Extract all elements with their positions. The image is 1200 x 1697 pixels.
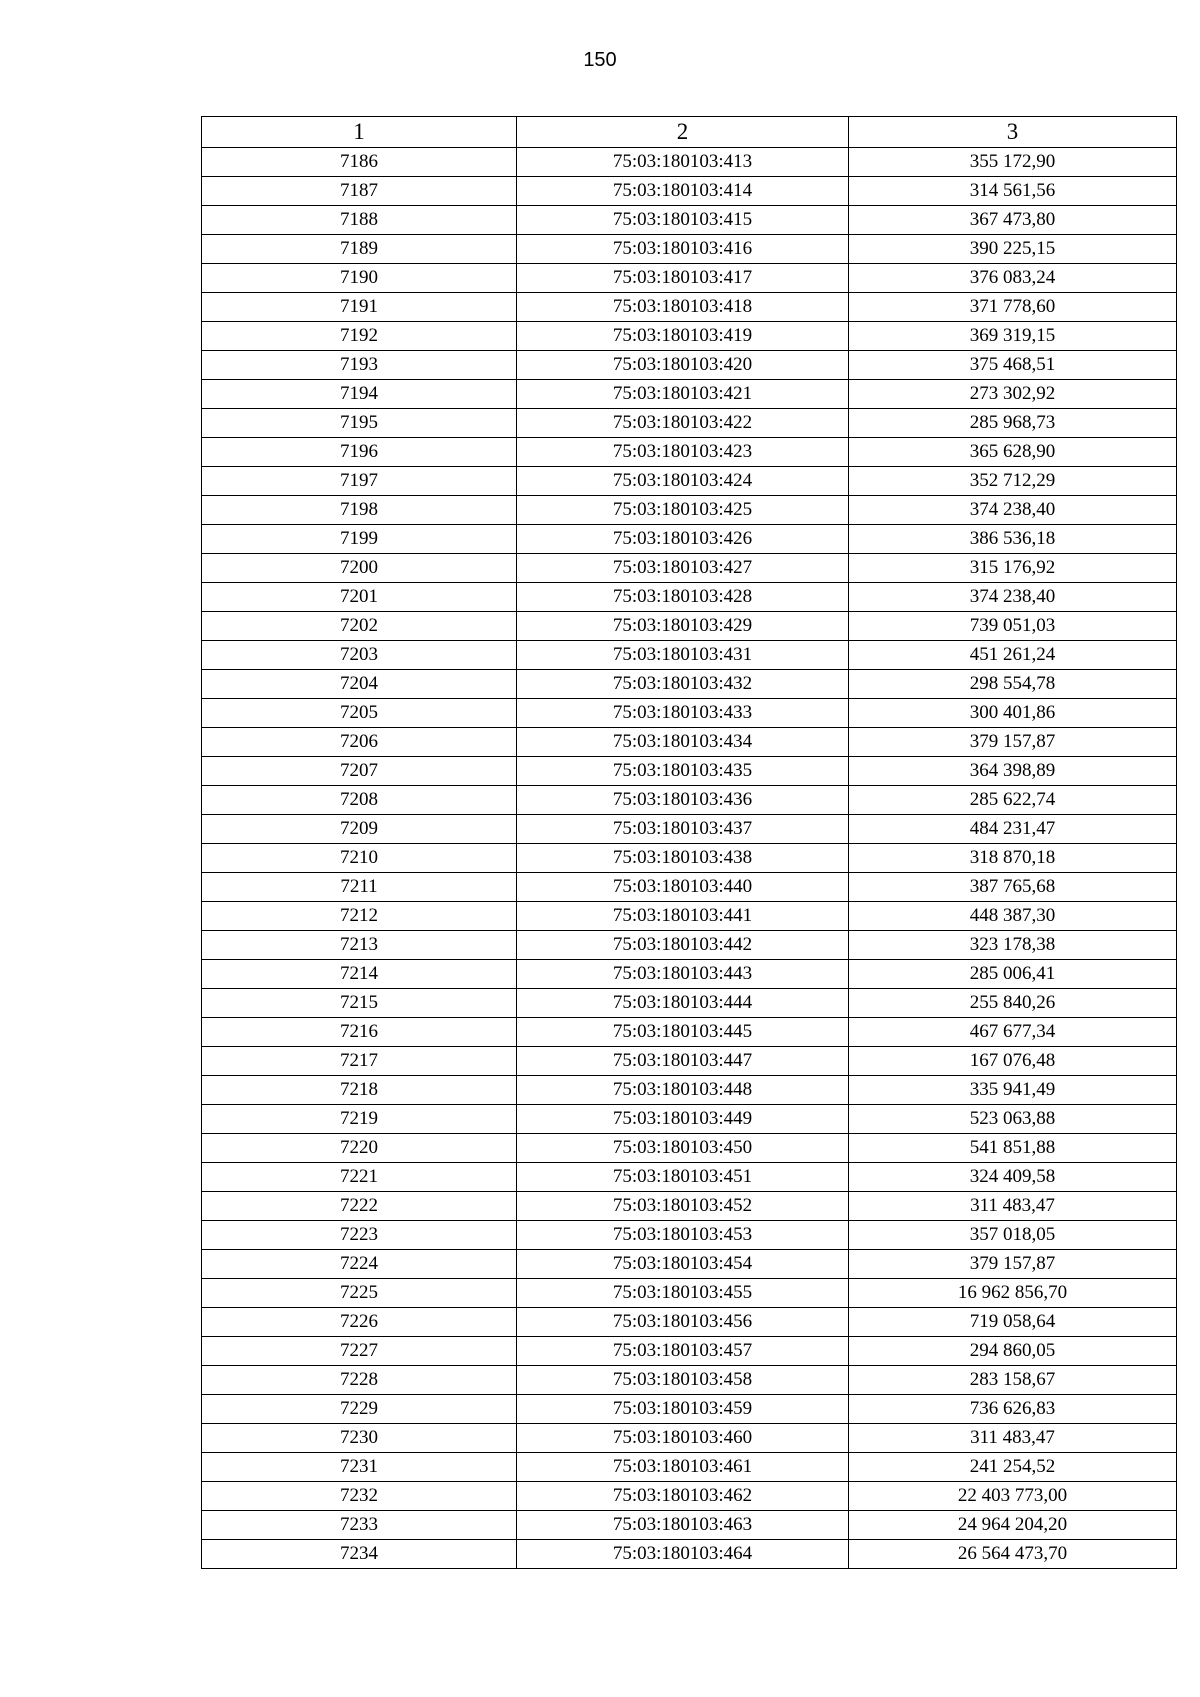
cadastral-number-cell: 75:03:180103:435 — [517, 757, 849, 786]
value-cell: 376 083,24 — [849, 264, 1177, 293]
value-cell: 364 398,89 — [849, 757, 1177, 786]
table-row — [202, 960, 1177, 989]
cadastral-number-cell: 75:03:180103:454 — [517, 1250, 849, 1279]
cadastral-number-cell: 75:03:180103:451 — [517, 1163, 849, 1192]
table-row — [202, 1366, 1177, 1395]
cadastral-number-cell: 75:03:180103:417 — [517, 264, 849, 293]
cadastral-number-cell: 75:03:180103:458 — [517, 1366, 849, 1395]
row-number-cell: 7224 — [202, 1250, 517, 1279]
row-number-cell: 7207 — [202, 757, 517, 786]
value-cell: 315 176,92 — [849, 554, 1177, 583]
table-row — [202, 148, 1177, 177]
table-row — [202, 612, 1177, 641]
value-cell: 318 870,18 — [849, 844, 1177, 873]
cadastral-number-cell: 75:03:180103:462 — [517, 1482, 849, 1511]
row-number-cell: 7205 — [202, 699, 517, 728]
row-number-cell: 7200 — [202, 554, 517, 583]
row-number-cell: 7195 — [202, 409, 517, 438]
row-number-cell: 7230 — [202, 1424, 517, 1453]
row-number-cell: 7209 — [202, 815, 517, 844]
cadastral-number-cell: 75:03:180103:441 — [517, 902, 849, 931]
table-row — [202, 1192, 1177, 1221]
cadastral-number-cell: 75:03:180103:413 — [517, 148, 849, 177]
value-cell: 285 006,41 — [849, 960, 1177, 989]
table-row — [202, 264, 1177, 293]
cadastral-number-cell: 75:03:180103:431 — [517, 641, 849, 670]
table-row — [202, 873, 1177, 902]
cadastral-number-cell: 75:03:180103:414 — [517, 177, 849, 206]
cadastral-number-cell: 75:03:180103:447 — [517, 1047, 849, 1076]
table-row — [202, 1250, 1177, 1279]
cadastral-number-cell: 75:03:180103:422 — [517, 409, 849, 438]
table-row — [202, 322, 1177, 351]
row-number-cell: 7231 — [202, 1453, 517, 1482]
table-row — [202, 815, 1177, 844]
table-row — [202, 670, 1177, 699]
value-cell: 719 058,64 — [849, 1308, 1177, 1337]
cadastral-number-cell: 75:03:180103:456 — [517, 1308, 849, 1337]
table-row — [202, 1511, 1177, 1540]
cadastral-number-cell: 75:03:180103:416 — [517, 235, 849, 264]
table-row — [202, 844, 1177, 873]
value-cell: 739 051,03 — [849, 612, 1177, 641]
value-cell: 448 387,30 — [849, 902, 1177, 931]
row-number-cell: 7221 — [202, 1163, 517, 1192]
row-number-cell: 7222 — [202, 1192, 517, 1221]
value-cell: 285 622,74 — [849, 786, 1177, 815]
value-cell: 357 018,05 — [849, 1221, 1177, 1250]
table-row — [202, 989, 1177, 1018]
table-row — [202, 1308, 1177, 1337]
cadastral-number-cell: 75:03:180103:421 — [517, 380, 849, 409]
cadastral-number-cell: 75:03:180103:457 — [517, 1337, 849, 1366]
table-row — [202, 583, 1177, 612]
row-number-cell: 7213 — [202, 931, 517, 960]
row-number-cell: 7189 — [202, 235, 517, 264]
table-row — [202, 467, 1177, 496]
row-number-cell: 7228 — [202, 1366, 517, 1395]
cadastral-number-cell: 75:03:180103:427 — [517, 554, 849, 583]
table-row — [202, 1076, 1177, 1105]
table-row — [202, 786, 1177, 815]
value-cell: 379 157,87 — [849, 1250, 1177, 1279]
row-number-cell: 7226 — [202, 1308, 517, 1337]
row-number-cell: 7234 — [202, 1540, 517, 1569]
cadastral-number-cell: 75:03:180103:429 — [517, 612, 849, 641]
table-row — [202, 699, 1177, 728]
value-cell: 300 401,86 — [849, 699, 1177, 728]
row-number-cell: 7186 — [202, 148, 517, 177]
cadastral-number-cell: 75:03:180103:443 — [517, 960, 849, 989]
row-number-cell: 7233 — [202, 1511, 517, 1540]
value-cell: 484 231,47 — [849, 815, 1177, 844]
value-cell: 294 860,05 — [849, 1337, 1177, 1366]
value-cell: 365 628,90 — [849, 438, 1177, 467]
row-number-cell: 7191 — [202, 293, 517, 322]
value-cell: 451 261,24 — [849, 641, 1177, 670]
table-row — [202, 525, 1177, 554]
table-row — [202, 438, 1177, 467]
value-cell: 374 238,40 — [849, 496, 1177, 525]
cadastral-number-cell: 75:03:180103:426 — [517, 525, 849, 554]
row-number-cell: 7202 — [202, 612, 517, 641]
cadastral-number-cell: 75:03:180103:453 — [517, 1221, 849, 1250]
registry-table — [201, 116, 1177, 1569]
value-cell: 736 626,83 — [849, 1395, 1177, 1424]
value-cell: 314 561,56 — [849, 177, 1177, 206]
value-cell: 283 158,67 — [849, 1366, 1177, 1395]
cadastral-number-cell: 75:03:180103:452 — [517, 1192, 849, 1221]
value-cell: 22 403 773,00 — [849, 1482, 1177, 1511]
row-number-cell: 7196 — [202, 438, 517, 467]
row-number-cell: 7212 — [202, 902, 517, 931]
row-number-cell: 7232 — [202, 1482, 517, 1511]
table-row — [202, 1134, 1177, 1163]
page-number: 150 — [583, 49, 617, 71]
value-cell: 323 178,38 — [849, 931, 1177, 960]
row-number-cell: 7197 — [202, 467, 517, 496]
row-number-cell: 7198 — [202, 496, 517, 525]
row-number-cell: 7229 — [202, 1395, 517, 1424]
value-cell: 285 968,73 — [849, 409, 1177, 438]
table-header — [202, 117, 1177, 148]
value-cell: 375 468,51 — [849, 351, 1177, 380]
table-row — [202, 757, 1177, 786]
table-row — [202, 902, 1177, 931]
table-row — [202, 728, 1177, 757]
table-row — [202, 1105, 1177, 1134]
table-row — [202, 1453, 1177, 1482]
table-row — [202, 554, 1177, 583]
value-cell: 367 473,80 — [849, 206, 1177, 235]
cadastral-number-cell: 75:03:180103:425 — [517, 496, 849, 525]
cadastral-number-cell: 75:03:180103:460 — [517, 1424, 849, 1453]
table-row — [202, 206, 1177, 235]
table-row — [202, 1047, 1177, 1076]
row-number-cell: 7193 — [202, 351, 517, 380]
cadastral-number-cell: 75:03:180103:415 — [517, 206, 849, 235]
value-cell: 167 076,48 — [849, 1047, 1177, 1076]
table-row — [202, 1424, 1177, 1453]
table-row — [202, 380, 1177, 409]
value-cell: 298 554,78 — [849, 670, 1177, 699]
value-cell: 255 840,26 — [849, 989, 1177, 1018]
header-row — [202, 117, 1177, 148]
cadastral-number-cell: 75:03:180103:442 — [517, 931, 849, 960]
row-number-cell: 7203 — [202, 641, 517, 670]
table-row — [202, 496, 1177, 525]
table-row — [202, 1221, 1177, 1250]
cadastral-number-cell: 75:03:180103:428 — [517, 583, 849, 612]
cadastral-number-cell: 75:03:180103:463 — [517, 1511, 849, 1540]
cadastral-number-cell: 75:03:180103:433 — [517, 699, 849, 728]
table-row — [202, 931, 1177, 960]
table-row — [202, 1337, 1177, 1366]
value-cell: 387 765,68 — [849, 873, 1177, 902]
value-cell: 241 254,52 — [849, 1453, 1177, 1482]
cadastral-number-cell: 75:03:180103:419 — [517, 322, 849, 351]
row-number-cell: 7216 — [202, 1018, 517, 1047]
row-number-cell: 7204 — [202, 670, 517, 699]
value-cell: 369 319,15 — [849, 322, 1177, 351]
cadastral-number-cell: 75:03:180103:438 — [517, 844, 849, 873]
cadastral-number-cell: 75:03:180103:434 — [517, 728, 849, 757]
row-number-cell: 7206 — [202, 728, 517, 757]
cadastral-number-cell: 75:03:180103:449 — [517, 1105, 849, 1134]
value-cell: 541 851,88 — [849, 1134, 1177, 1163]
table-row — [202, 1540, 1177, 1569]
row-number-cell: 7227 — [202, 1337, 517, 1366]
table-row — [202, 641, 1177, 670]
table-row — [202, 235, 1177, 264]
value-cell: 355 172,90 — [849, 148, 1177, 177]
column-header-1: 1 — [202, 117, 517, 148]
cadastral-number-cell: 75:03:180103:437 — [517, 815, 849, 844]
row-number-cell: 7190 — [202, 264, 517, 293]
row-number-cell: 7194 — [202, 380, 517, 409]
value-cell: 371 778,60 — [849, 293, 1177, 322]
row-number-cell: 7220 — [202, 1134, 517, 1163]
value-cell: 24 964 204,20 — [849, 1511, 1177, 1540]
table-row — [202, 1482, 1177, 1511]
value-cell: 16 962 856,70 — [849, 1279, 1177, 1308]
table-row — [202, 293, 1177, 322]
cadastral-number-cell: 75:03:180103:459 — [517, 1395, 849, 1424]
cadastral-number-cell: 75:03:180103:440 — [517, 873, 849, 902]
row-number-cell: 7215 — [202, 989, 517, 1018]
value-cell: 467 677,34 — [849, 1018, 1177, 1047]
cadastral-number-cell: 75:03:180103:450 — [517, 1134, 849, 1163]
row-number-cell: 7192 — [202, 322, 517, 351]
value-cell: 273 302,92 — [849, 380, 1177, 409]
row-number-cell: 7217 — [202, 1047, 517, 1076]
value-cell: 523 063,88 — [849, 1105, 1177, 1134]
table-row — [202, 409, 1177, 438]
table-body — [202, 148, 1177, 1569]
row-number-cell: 7225 — [202, 1279, 517, 1308]
value-cell: 335 941,49 — [849, 1076, 1177, 1105]
row-number-cell: 7188 — [202, 206, 517, 235]
row-number-cell: 7214 — [202, 960, 517, 989]
cadastral-number-cell: 75:03:180103:420 — [517, 351, 849, 380]
value-cell: 379 157,87 — [849, 728, 1177, 757]
row-number-cell: 7201 — [202, 583, 517, 612]
row-number-cell: 7211 — [202, 873, 517, 902]
value-cell: 26 564 473,70 — [849, 1540, 1177, 1569]
value-cell: 311 483,47 — [849, 1424, 1177, 1453]
row-number-cell: 7218 — [202, 1076, 517, 1105]
column-header-2: 2 — [517, 117, 849, 148]
cadastral-number-cell: 75:03:180103:423 — [517, 438, 849, 467]
value-cell: 386 536,18 — [849, 525, 1177, 554]
cadastral-number-cell: 75:03:180103:455 — [517, 1279, 849, 1308]
cadastral-number-cell: 75:03:180103:436 — [517, 786, 849, 815]
value-cell: 324 409,58 — [849, 1163, 1177, 1192]
column-header-3: 3 — [849, 117, 1177, 148]
table-row — [202, 177, 1177, 206]
row-number-cell: 7223 — [202, 1221, 517, 1250]
row-number-cell: 7208 — [202, 786, 517, 815]
cadastral-number-cell: 75:03:180103:448 — [517, 1076, 849, 1105]
table-row — [202, 1018, 1177, 1047]
value-cell: 374 238,40 — [849, 583, 1177, 612]
cadastral-number-cell: 75:03:180103:444 — [517, 989, 849, 1018]
row-number-cell: 7187 — [202, 177, 517, 206]
cadastral-number-cell: 75:03:180103:461 — [517, 1453, 849, 1482]
cadastral-number-cell: 75:03:180103:445 — [517, 1018, 849, 1047]
table-row — [202, 351, 1177, 380]
cadastral-number-cell: 75:03:180103:424 — [517, 467, 849, 496]
value-cell: 311 483,47 — [849, 1192, 1177, 1221]
cadastral-number-cell: 75:03:180103:464 — [517, 1540, 849, 1569]
value-cell: 390 225,15 — [849, 235, 1177, 264]
row-number-cell: 7210 — [202, 844, 517, 873]
row-number-cell: 7219 — [202, 1105, 517, 1134]
value-cell: 352 712,29 — [849, 467, 1177, 496]
row-number-cell: 7199 — [202, 525, 517, 554]
cadastral-number-cell: 75:03:180103:418 — [517, 293, 849, 322]
cadastral-number-cell: 75:03:180103:432 — [517, 670, 849, 699]
table-row — [202, 1279, 1177, 1308]
table-row — [202, 1163, 1177, 1192]
table-row — [202, 1395, 1177, 1424]
